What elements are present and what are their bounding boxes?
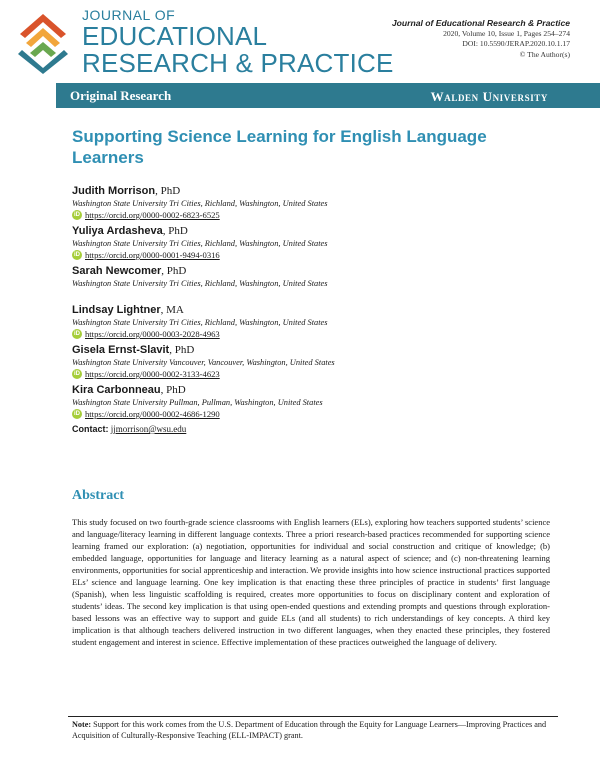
journal-title-line-3: RESEARCH & PRACTICE [82,48,394,78]
orcid-icon: iD [74,411,80,417]
publication-metadata [392,18,570,60]
footnote [72,719,550,741]
journal-title-line-1: JOURNAL OF [82,7,176,23]
orcid-icon: iD [74,371,80,377]
orcid-link[interactable]: https://orcid.org/0000-0002-3133-4623 [85,369,220,379]
contact-email-link[interactable]: jjmorrison@wsu.edu [110,424,187,434]
author-entry [72,303,542,340]
author-affiliation: Washington State University Pullman, Pullman, Washington, United States [72,398,323,407]
author-degree: , PhD [160,384,186,396]
orcid-link[interactable]: https://orcid.org/0000-0002-4686-1290 [85,409,220,419]
article-title: Supporting Science Learning for English Language Learners [72,127,487,167]
publisher-name: Walden University [430,89,548,104]
author-degree: , PhD [155,185,181,197]
author-affiliation: Washington State University Tri Cities, Richland, Washington, United States [72,279,328,288]
footnote-text: Support for this work comes from the U.S. Department of Education through the Equity for Language Learners—Improving Practices and Acquisition of Culturally-Responsive Teaching (ELL-IMPACT) grant. [72,720,547,740]
orcid-icon: iD [74,212,80,218]
author-entry [72,343,542,380]
section-label: Original Research [70,88,172,103]
author-degree: , PhD [169,344,195,356]
meta-volume: 2020, Volume 10, Issue 1, Pages 254–274 [443,28,570,38]
meta-journal-name: Journal of Educational Research & Practice [391,18,570,28]
author-affiliation: Washington State University Tri Cities, Richland, Washington, United States [72,199,328,208]
author-name: Kira Carbonneau [72,384,161,396]
author-name: Sarah Newcomer [72,265,162,277]
author-affiliation: Washington State University Tri Cities, Richland, Washington, United States [72,318,328,327]
footnote-divider [68,716,558,717]
author-degree: , PhD [162,225,188,237]
meta-copyright: © The Author(s) [519,49,570,59]
author-entry [72,184,542,221]
author-degree: , PhD [161,265,187,277]
abstract-heading: Abstract [72,488,125,503]
author-name: Gisela Ernst-Slavit [72,344,170,356]
abstract-text: This study focused on two fourth-grade science classrooms with English learners (ELs), exploring how teachers supported students’ science and language/literacy learning in different language contexts. Three a priori research-based practices recommended for supporting science learning framed our exploration: (a) negotiation, opportunities for individual and social construction and critique of knowledge; (b) embedded language, opportunities for language and literacy learning as a natural aspect of science; and (c) non-threatening learning environments, opportunities for social apprenticeship and interaction. We provide insights into how science instructional practices supported ELs’ science and language learning. One key implication is that enacting these three principles of practice in students’ first language (Spanish), when less linguistic scaffolding is required, creates more opportunities to focus on disciplinary content and exploration of students’ ideas. The second key implication is that using open-ended questions and extending prompts and questions through exploration-based lessons was an effective way to support and guide ELs (and all students) to rich understandings of key concepts. A third key implication is that although teachers delivered instruction in two different languages, when they enacted these principles, they fostered student engagement and interest in science. Effective implementation of these practices outweighed the language of delivery. [72,517,550,647]
orcid-link[interactable]: https://orcid.org/0000-0003-2028-4963 [85,329,220,339]
author-name: Judith Morrison [72,185,156,197]
author-entry [72,224,542,261]
orcid-icon: iD [74,252,80,258]
author-list [72,184,542,434]
meta-doi: DOI: 10.5590/JERAP.2020.10.1.17 [462,39,570,48]
author-entry [72,383,542,420]
orcid-icon: iD [74,331,80,337]
author-degree: , MA [160,304,184,316]
author-affiliation: Washington State University Vancouver, Vancouver, Washington, United States [72,358,335,367]
journal-title-line-2: EDUCATIONAL [82,21,268,51]
journal-title [82,8,394,76]
contact-line [72,424,542,434]
author-affiliation: Washington State University Tri Cities, Richland, Washington, United States [72,239,328,248]
contact-label: Contact: [72,424,109,434]
author-name: Lindsay Lightner [72,304,161,316]
orcid-link[interactable]: https://orcid.org/0000-0002-6823-6525 [85,210,220,220]
author-entry [72,264,542,289]
section-band [56,83,600,108]
footnote-label: Note: [72,720,92,729]
journal-logo-icon [14,12,72,74]
orcid-link[interactable]: https://orcid.org/0000-0001-9494-0316 [85,250,220,260]
author-name: Yuliya Ardasheva [72,225,163,237]
